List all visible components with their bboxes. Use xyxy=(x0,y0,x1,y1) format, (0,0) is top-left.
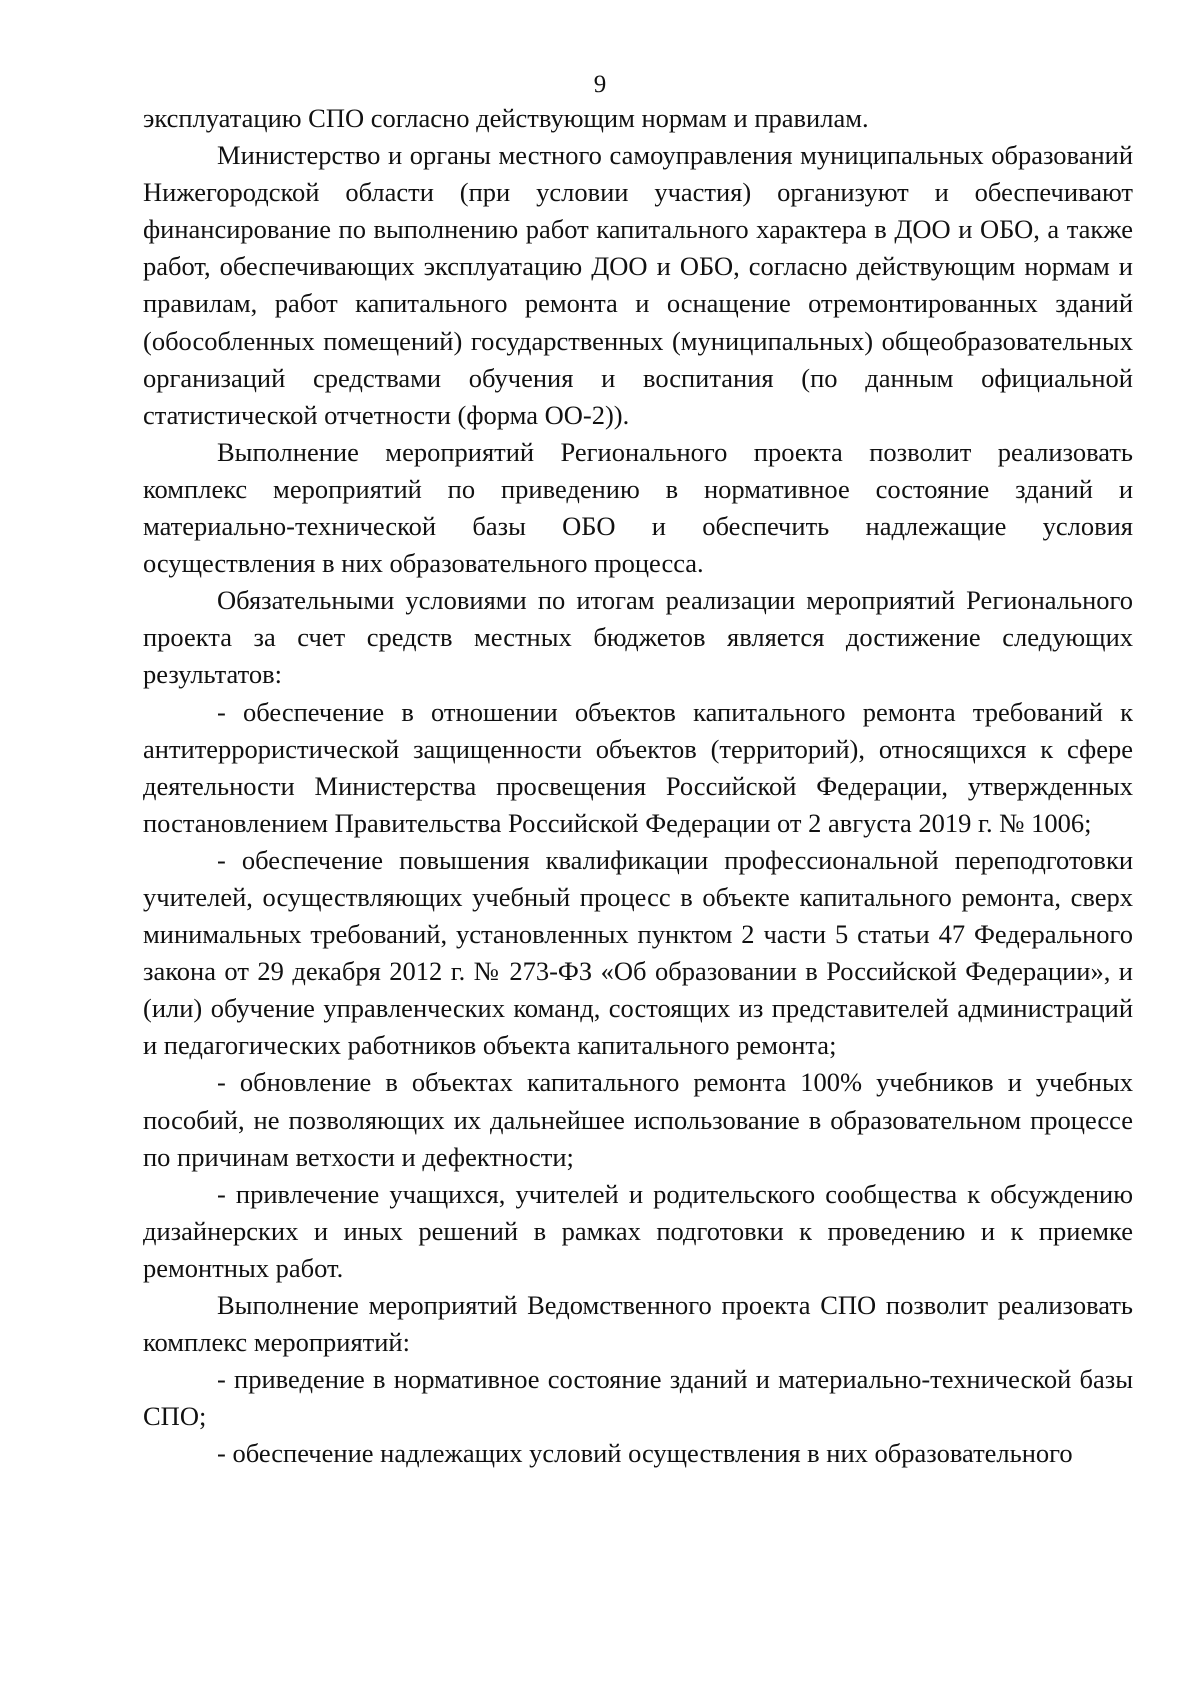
list-item-teacher-training: - обеспечение повышения квалификации профессиональной переподготовки учителей, осуществляющих учебный процесс в объекте капитального ремонта, сверх минимальных требований, установленных пунктом 2 части 5 статьи 47 Федерального закона от 29 декабря 2012 г. № 273-ФЗ «Об образовании в Российской Федерации», и (или) обучение управленческих команд, состоящих из представителей администраций и педагогических работников объекта капитального ремонта; xyxy=(143,844,1133,1061)
document-body xyxy=(143,100,1133,1472)
list-item-proper-conditions: - обеспечение надлежащих условий осуществления в них образовательного xyxy=(217,1438,1073,1469)
list-item-textbook-update: - обновление в объектах капитального ремонта 100% учебников и учебных пособий, не позволяющих их дальнейшее использование в образовательном процессе по причинам ветхости и дефектности; xyxy=(143,1067,1133,1172)
paragraph-continuation: эксплуатацию СПО согласно действующим нормам и правилам. xyxy=(143,103,869,133)
list-item-antiterror-protection: - обеспечение в отношении объектов капитального ремонта требований к антитеррористической защищенности объектов (территорий), относящихся к сфере деятельности Министерства просвещения Российской Федерации, утвержденных постановлением Правительства Российской Федерации от 2 августа 2019 г. № 1006; xyxy=(143,696,1133,838)
page-number: 9 xyxy=(593,71,607,98)
paragraph-regional-project: Выполнение мероприятий Регионального проекта позволит реализовать комплекс мероприятий по приведению в нормативное состояние зданий и материально-технической базы ОБО и обеспечить надлежащие условия осуществления в них образовательного процесса. xyxy=(143,436,1133,579)
paragraph-mandatory-conditions: Обязательными условиями по итогам реализации мероприятий Регионального проекта за счет средств местных бюджетов является достижение следующих результатов: xyxy=(143,585,1133,690)
list-item-normative-state: - приведение в нормативное состояние зданий и материально-технической базы СПО; xyxy=(143,1364,1133,1432)
paragraph-ministry-financing: Министерство и органы местного самоуправления муниципальных образований Нижегородской области (при условии участия) организуют и обеспечивают финансирование по выполнению работ капитального характера в ДОО и ОБО, а также работ, обеспечивающих эксплуатацию ДОО и ОБО, согласно действующим нормам и правилам, работ капитального ремонта и оснащение отремонтированных зданий (обособленных помещений) государственных (муниципальных) общеобразовательных организаций средствами обучения и воспитания (по данным официальной статистической отчетности (форма ОО-2)). xyxy=(143,140,1133,430)
paragraph-departmental-project: Выполнение мероприятий Ведомственного проекта СПО позволит реализовать комплекс мероприятий: xyxy=(143,1290,1133,1358)
list-item-community-involvement: - привлечение учащихся, учителей и родительского сообщества к обсуждению дизайнерских и иных решений в рамках подготовки к проведению и к приемке ремонтных работ. xyxy=(143,1178,1133,1283)
